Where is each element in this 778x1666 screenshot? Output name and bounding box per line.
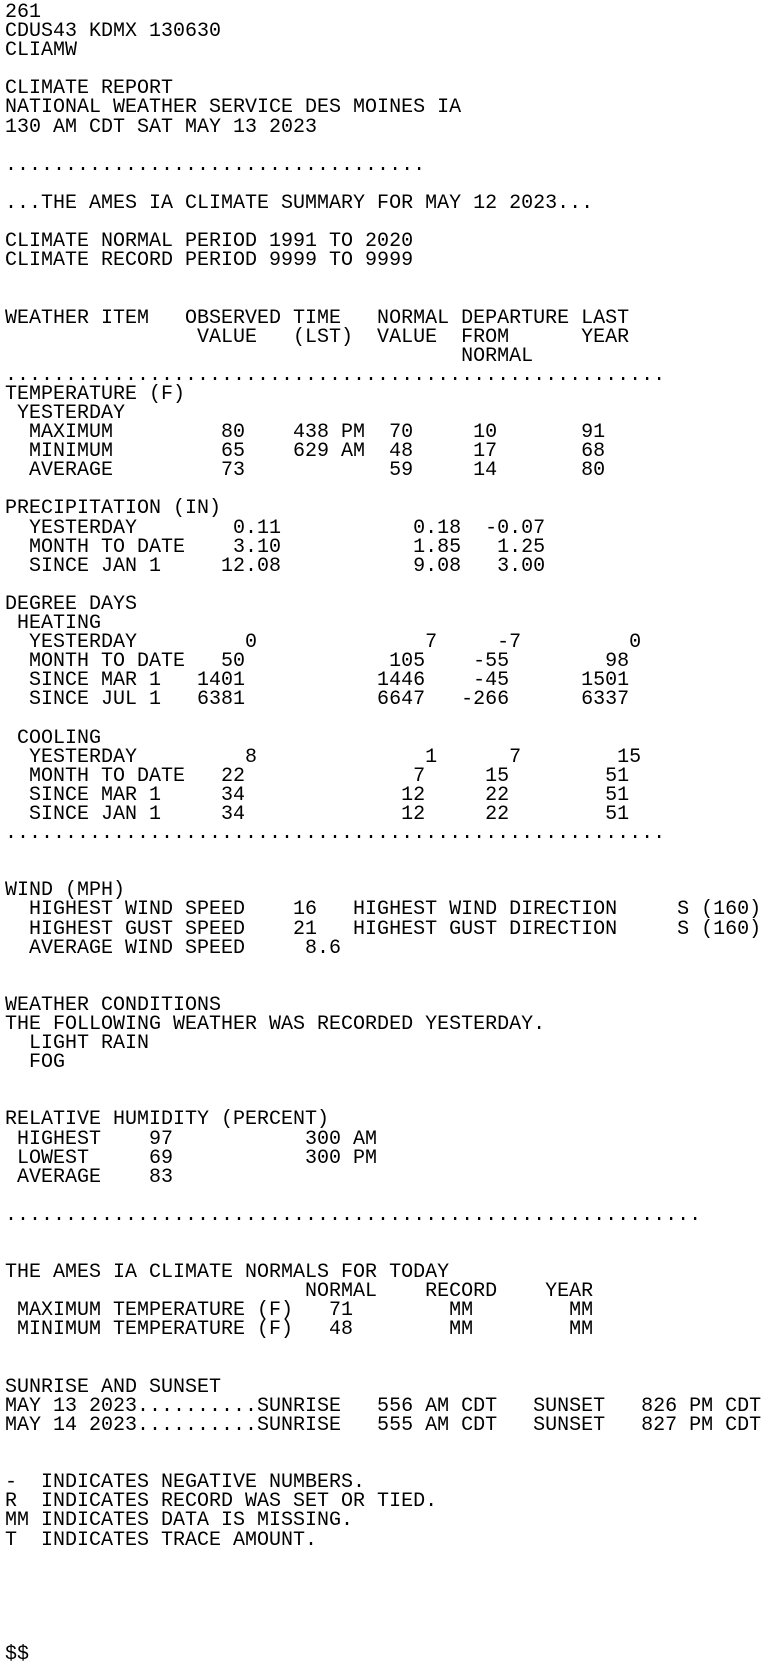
report-line: AVERAGE 83 — [5, 1165, 174, 1189]
report-line: HIGHEST 97 300 AM — [5, 1127, 378, 1151]
report-line: NORMAL RECORD YEAR — [5, 1280, 594, 1304]
report-line: HIGHEST GUST SPEED 21 HIGHEST GUST DIRECTION S (160) — [5, 917, 762, 941]
report-line: MONTH TO DATE 3.10 1.85 1.25 — [5, 535, 546, 559]
report-line — [5, 1588, 761, 1607]
report-line — [5, 1607, 761, 1626]
report-line: SINCE MAR 1 34 12 22 51 — [5, 783, 630, 807]
report-line: 261 — [5, 1, 42, 24]
report-line: LOWEST 69 300 PM — [5, 1146, 378, 1170]
report-line: DEGREE DAYS — [5, 592, 138, 616]
report-line: FOG — [5, 1051, 66, 1075]
report-line: WEATHER ITEM OBSERVED TIME NORMAL DEPARTURE LAST — [5, 306, 630, 330]
report-line: MAY 13 2023..........SUNRISE 556 AM CDT SUNSET 826 PM CDT — [5, 1394, 762, 1418]
report-line: HEATING — [5, 612, 102, 635]
report-line — [5, 289, 761, 308]
report-line: R INDICATES RECORD WAS SET OR TIED. — [5, 1490, 438, 1514]
report-line: .......................................................... — [5, 1203, 702, 1227]
report-line: CLIMATE NORMAL PERIOD 1991 TO 2020 — [5, 230, 414, 254]
report-line — [5, 1626, 761, 1645]
climate-report-text — [5, 3, 761, 1664]
report-line: HIGHEST WIND SPEED 16 HIGHEST WIND DIRECTION S (160) — [5, 898, 762, 922]
report-line: AVERAGE WIND SPEED 8.6 — [5, 936, 342, 960]
report-line: MINIMUM TEMPERATURE (F) 48 MM MM — [5, 1318, 594, 1342]
report-line: SUNRISE AND SUNSET — [5, 1375, 222, 1399]
report-line: MONTH TO DATE 50 105 -55 98 — [5, 650, 630, 674]
report-line: CLIMATE RECORD PERIOD 9999 TO 9999 — [5, 249, 414, 273]
report-line: CLIAMW — [5, 39, 78, 63]
report-line — [5, 1569, 761, 1588]
report-line — [5, 1225, 761, 1244]
report-line — [5, 1359, 761, 1378]
report-line: MONTH TO DATE 22 7 15 51 — [5, 764, 630, 788]
report-line — [5, 137, 761, 156]
report-line: WEATHER CONDITIONS — [5, 993, 222, 1017]
report-line: MM INDICATES DATA IS MISSING. — [5, 1509, 354, 1533]
report-line: MINIMUM 65 629 AM 48 17 68 — [5, 440, 606, 464]
report-line: NATIONAL WEATHER SERVICE DES MOINES IA — [5, 96, 462, 120]
report-line — [5, 270, 761, 289]
report-line: RELATIVE HUMIDITY (PERCENT) — [5, 1108, 330, 1132]
report-line: CLIMATE REPORT — [5, 77, 174, 101]
report-line — [5, 977, 761, 996]
report-line — [5, 1435, 761, 1454]
report-line: ....................................................... — [5, 822, 666, 846]
report-line: VALUE (LST) VALUE FROM YEAR — [5, 325, 630, 349]
report-line: YESTERDAY — [5, 401, 126, 425]
report-line: YESTERDAY 8 1 7 15 — [5, 745, 642, 769]
report-line: SINCE JAN 1 34 12 22 51 — [5, 802, 630, 826]
report-line — [5, 1072, 761, 1091]
report-line: THE FOLLOWING WEATHER WAS RECORDED YESTERDAY. — [5, 1012, 546, 1036]
report-line — [5, 958, 761, 977]
report-line — [5, 843, 761, 862]
report-line: NORMAL — [5, 344, 534, 368]
report-line: AVERAGE 73 59 14 80 — [5, 459, 606, 483]
report-line: SINCE MAR 1 1401 1446 -45 1501 — [5, 669, 630, 693]
report-line: ................................... — [5, 153, 426, 177]
report-line: PRECIPITATION (IN) — [5, 497, 222, 521]
report-line: MAY 14 2023..........SUNRISE 555 AM CDT SUNSET 827 PM CDT — [5, 1413, 762, 1437]
report-line: CDUS43 KDMX 130630 — [5, 20, 222, 44]
report-line: MAXIMUM 80 438 PM 70 10 91 — [5, 421, 606, 445]
report-line: $$ — [5, 1643, 30, 1666]
report-line: LIGHT RAIN — [5, 1032, 150, 1056]
report-line: YESTERDAY 0.11 0.18 -0.07 — [5, 516, 546, 540]
report-line: TEMPERATURE (F) — [5, 382, 186, 406]
report-line: WIND (MPH) — [5, 879, 126, 903]
report-line — [5, 709, 761, 728]
report-line: SINCE JAN 1 12.08 9.08 3.00 — [5, 554, 546, 578]
report-line: ...THE AMES IA CLIMATE SUMMARY FOR MAY 12 2023... — [5, 191, 594, 215]
report-line — [5, 1340, 761, 1359]
report-line — [5, 1550, 761, 1569]
report-line: COOLING — [5, 726, 102, 750]
report-line: SINCE JUL 1 6381 6647 -266 6337 — [5, 688, 630, 712]
report-line: T INDICATES TRACE AMOUNT. — [5, 1528, 318, 1552]
report-line: 130 AM CDT SAT MAY 13 2023 — [5, 115, 318, 139]
report-line: YESTERDAY 0 7 -7 0 — [5, 631, 642, 655]
report-line: THE AMES IA CLIMATE NORMALS FOR TODAY — [5, 1261, 450, 1285]
report-line: - INDICATES NEGATIVE NUMBERS. — [5, 1471, 366, 1495]
report-line: MAXIMUM TEMPERATURE (F) 71 MM MM — [5, 1299, 594, 1323]
report-line: ....................................................... — [5, 363, 666, 387]
